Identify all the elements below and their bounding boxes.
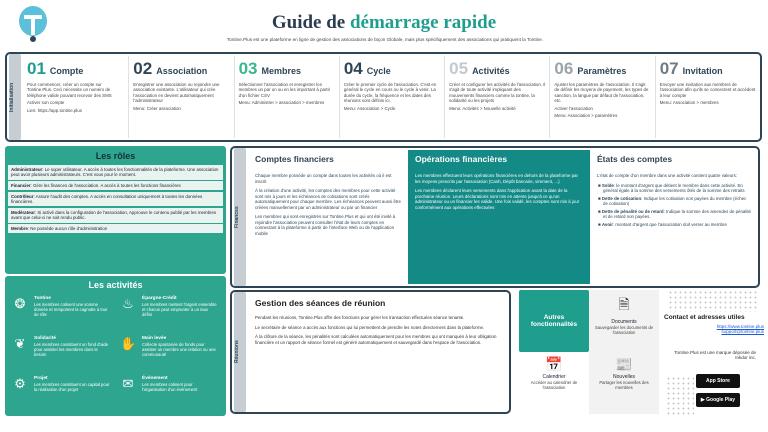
role-item (8, 224, 223, 233)
step-text: Menu: Activités > Nouvelle activité (449, 105, 516, 111)
role-text: : Ne possède aucun rôle d'administration (27, 226, 108, 232)
role-name: Modérateur (11, 209, 35, 215)
roles-title: Les rôles (95, 151, 136, 161)
step-2 (128, 56, 233, 138)
solidarity-icon: ❦ (14, 336, 26, 351)
activity-text: Les membres cotisent une somme donnée et remportent la cagnotte à tour de rôle (34, 302, 108, 317)
finances-section (230, 146, 760, 288)
google-play-label: Google Play (706, 397, 736, 403)
features-title-cell (519, 290, 589, 352)
state-text: : Indique la somme des amendes de pénalité et de retard non payées. (603, 208, 751, 219)
contact-title: Contact et adresses utiles (664, 314, 745, 321)
accounts-para: À la création d'une activité, les comptes des membres pour cette activité sont mis à jours et les échéances de cotisations sont créés automatiquement pour chaque membre. Les échéances peuvent aussi être créées manuellement par un administrateur ou par un financier (255, 188, 401, 210)
activity-name: Projet (34, 376, 48, 381)
bullet-square-icon: ■ (598, 182, 602, 188)
dots-decoration (668, 290, 758, 312)
bullet-square-icon: ■ (598, 208, 602, 214)
state-item (597, 196, 751, 207)
role-item (8, 192, 223, 207)
feature-calendrier[interactable] (519, 352, 589, 414)
feature-documents[interactable] (589, 290, 659, 352)
step-text: Créer le premier cycle de l'association. C'est en général le cycle en cours ou le cycle à venir. La durée du cycle, la fréquence et les dates des réunions sont définis ici. (343, 82, 437, 104)
step-text: Créer et configurer les activités de l'association. Il s'agit de toute activité impliquant des mouvements financiers comme la tontine, la solidarité ou les projets (449, 82, 546, 104)
state-text: : montant d'argent que l'association doit verser au membre (612, 221, 727, 227)
state-name: Dette de cotisation (601, 195, 642, 201)
feature-name: Documents (611, 319, 637, 325)
step-name: Invitation (682, 66, 723, 76)
step-text: Enregistrer une association ou rejoindre une association existante. L'utilisateur qui crée l'association en devient automatiquement l'administrateur (133, 82, 220, 104)
step-7 (655, 56, 760, 138)
activities-panel (5, 276, 226, 416)
activity-text: Les membres mettent l'argent ensemble et chacun peut emprunter à un taux défini (142, 302, 217, 317)
step-name: Membres (261, 66, 301, 76)
activity-name: Solidarité (34, 336, 56, 341)
operations-title: Opérations financières (415, 154, 508, 164)
step-text: Menu: Association > membres (659, 100, 719, 106)
step-number: 03 (238, 59, 258, 78)
activity-name: Événement (142, 376, 168, 381)
initialisation-section (5, 52, 762, 142)
feature-text: Sauvegarder les documents de l'association (595, 325, 653, 335)
meetings-content (248, 294, 505, 410)
google-play-button[interactable] (696, 393, 740, 407)
state-text: : le montant d'argent que détient le membre dans cette activité. En général égale à la somme des versements ôtés de la somme des retraits (603, 182, 745, 193)
step-5 (444, 56, 549, 138)
role-text: : Si activé dans la configuration de l'association, Approuve le contenu publié par les membres avant que celui-ci ne soit rendu public. (11, 209, 217, 221)
meetings-title: Gestion des séances de réunion (255, 298, 386, 308)
news-icon: 📰 (615, 356, 633, 372)
step-text: Envoyer une invitation aux membres de l'association afin qu'ils se connectent et accèdent à leur compte (659, 82, 756, 98)
role-item (8, 181, 223, 190)
activity-name: Épargne-Crédit (142, 296, 177, 301)
piggy-bank-icon: ♨ (122, 296, 134, 311)
step-name: Compte (49, 66, 84, 76)
website-link[interactable]: https://www.tontine.plus (716, 324, 764, 329)
states-column (590, 150, 758, 284)
step-text: Sélectionner l'association et enregistrer les membres un par un ou en les important à partir d'un fichier CSV (238, 82, 331, 98)
feature-text: Partager les nouvelles des membres (599, 380, 649, 390)
bullet-square-icon: ■ (598, 221, 602, 227)
operations-para: Les membres déclarent leurs versements dans l'application avant la date de la prochaine réunion. Leurs déclarations sont mis en attente jusqu'à ce qu'un administrateur ou un financier les valide. Une fois validé, les comptes sont mis à jour conformément aux opérations effectuées (415, 188, 580, 210)
step-number: 02 (133, 59, 153, 78)
state-item (597, 222, 751, 228)
activity-name: Main levée (142, 336, 167, 341)
feature-name: Calendrier (542, 374, 566, 380)
state-name: Solde (601, 182, 614, 188)
activity-text: Collecte spontanée de fonds pour assister un membre une relation ou une communauté (142, 342, 216, 357)
bullet-square-icon: ■ (598, 195, 602, 201)
feature-text: Accéder au calendrier de l'association (530, 380, 578, 390)
accounts-column (248, 150, 408, 284)
support-email-link[interactable]: support@tontine.plus (721, 329, 764, 334)
app-store-label: App Store (706, 378, 730, 384)
state-name: Avoir (601, 221, 613, 227)
step-name: Activités (472, 66, 510, 76)
documents-icon: 🗎 (618, 296, 630, 312)
step-6 (549, 56, 654, 138)
role-item (8, 208, 223, 223)
accounts-title: Comptes financiers (255, 154, 334, 164)
step-number: 06 (554, 59, 574, 78)
step-text: Activer son compte (27, 100, 65, 106)
step-text: Menu: Administrer > association > membres (238, 100, 325, 106)
meetings-para: À la clôture de la séance, les pénalités sont calculées automatiquement pour les membres qui ont manqués à leur obligation financière et un rapport de séance formel est généré automatiquement et sauvegardé dans l'espace de l'association. (255, 334, 497, 345)
role-item (8, 165, 223, 180)
step-text: Activer l'association (554, 105, 593, 111)
calendar-icon: 📅 (545, 356, 563, 372)
role-text: : Assure l'audit des comptes. A accès en consultation uniquement à toutes les données financières. (11, 193, 203, 205)
feature-nouvelles[interactable] (589, 352, 659, 414)
step-text[interactable]: Lien: https://app.tontine.plus (27, 107, 82, 113)
role-name: Financier (11, 183, 31, 189)
activity-text: Les membres constituent un capital pour la réalisation d'un projet (34, 382, 110, 392)
step-1 (23, 56, 128, 138)
activities-title: Les activités (88, 280, 143, 290)
activity-name: Tontine (34, 296, 51, 301)
dots-decoration (666, 376, 694, 416)
raised-hand-icon: ✋ (120, 336, 137, 351)
step-text: Menu: Association > paramètres (554, 113, 618, 119)
state-item (597, 209, 751, 220)
accounts-para: Les membres qui sont enregistrés sur Tontine.Plus et qui ont été invité à rejoindre l'association peuvent consulter l'état de leurs comptes en connectant à la plateforme à partir de l'interface Web ou de l'application mobile (255, 214, 396, 236)
step-number: 01 (27, 59, 46, 78)
feature-name: Nouvelles (613, 374, 635, 380)
play-icon: ▶ (700, 397, 705, 403)
role-name: Administrateur (11, 167, 43, 172)
contact-block (664, 314, 764, 360)
step-text: Menu: Créer association (133, 105, 181, 111)
features-title: Autres fonctionnalités (530, 314, 578, 328)
trademark-note: Tontine.Plus est une marque déposée de Inkdor inc. (674, 350, 756, 360)
step-number: 07 (659, 59, 679, 78)
role-name: Membre (11, 226, 28, 232)
step-3 (234, 56, 339, 138)
coins-icon: ❂ (14, 296, 26, 311)
step-4 (339, 56, 444, 138)
meetings-label: Réunions (234, 292, 246, 412)
meetings-para: Pendant les réunions, Tontine.Plus offre des fonctions pour gérer les transaction effectuées séance tenante. (255, 315, 465, 320)
step-text: Menu: Association > Cycle (343, 105, 396, 111)
activity-text: Les membres cotisent pour l'organisation d'un événement (142, 382, 198, 392)
app-store-button[interactable] (696, 374, 740, 388)
role-text: : Le super utilisateur. A accès à toutes les fonctionnalités de la plateforme. Une association peut avoir plusieurs administrateurs. C'est vous pour le moment. (11, 167, 219, 178)
project-icon: ⚙ (14, 376, 26, 391)
event-icon: ✉ (122, 376, 134, 391)
finances-label: Finances (234, 148, 246, 286)
meetings-para: Le secrétaire de séance a accès aux fonctions qui lui permettent de prendre les notes directement dans la plateforme. (255, 324, 485, 330)
states-intro: L'état de compte d'un membre dans une activité contient quatre valeurs: (597, 173, 738, 178)
step-name: Association (156, 66, 208, 76)
accounts-para: Chaque membre possède un compte dans toutes les activités où il est inscrit (255, 173, 392, 184)
step-text: Pour commencer, créer un compte sur Tontine.Plus. Ceci nécessite un numéro de téléphone valide pouvant recevoir des SMS (27, 82, 112, 98)
meetings-section (230, 290, 511, 414)
state-name: Dette de pénalité ou de retard (601, 208, 664, 214)
step-name: Cycle (366, 66, 391, 76)
operations-column (408, 150, 590, 284)
step-number: 04 (343, 59, 363, 78)
page-subtitle: Tontine.Plus est une plateforme en ligne de gestion des associations de façon Globale, mais plus spécifiquement des associations qui pratiquent la Tontine. (226, 37, 544, 42)
operations-para: Les membres effectuent leurs opérations financières en dehors de la plateforme par les moyens prescrits par l'association (Cash, Dépôt bancaire, virement, ...) (415, 173, 578, 184)
step-name: Paramètres (577, 66, 627, 76)
state-text: : Indique les cotisation non payées du membre (échec de cotisation) (603, 195, 747, 206)
features-section (519, 290, 659, 414)
role-text: : Gère les finances de l'association. A accès à toutes les fonctions financières (30, 183, 181, 189)
activity-text: Les membres constituent un fond d'aide pour assister les membres dans le besoin (34, 342, 109, 357)
step-number: 05 (449, 59, 469, 78)
initialisation-label: Initialisation (9, 54, 21, 140)
roles-panel (5, 146, 226, 274)
page-title: Guide de démarrage rapide (271, 12, 497, 33)
state-item (597, 183, 751, 194)
step-text: Ajuster les paramètres de l'association. Il s'agit de définir les moyens de payement, les types de sanction, la langue par défaut de l'association, etc. (554, 82, 649, 104)
states-title: États des comptes (597, 154, 673, 164)
role-name: Contrôleur (11, 193, 34, 199)
